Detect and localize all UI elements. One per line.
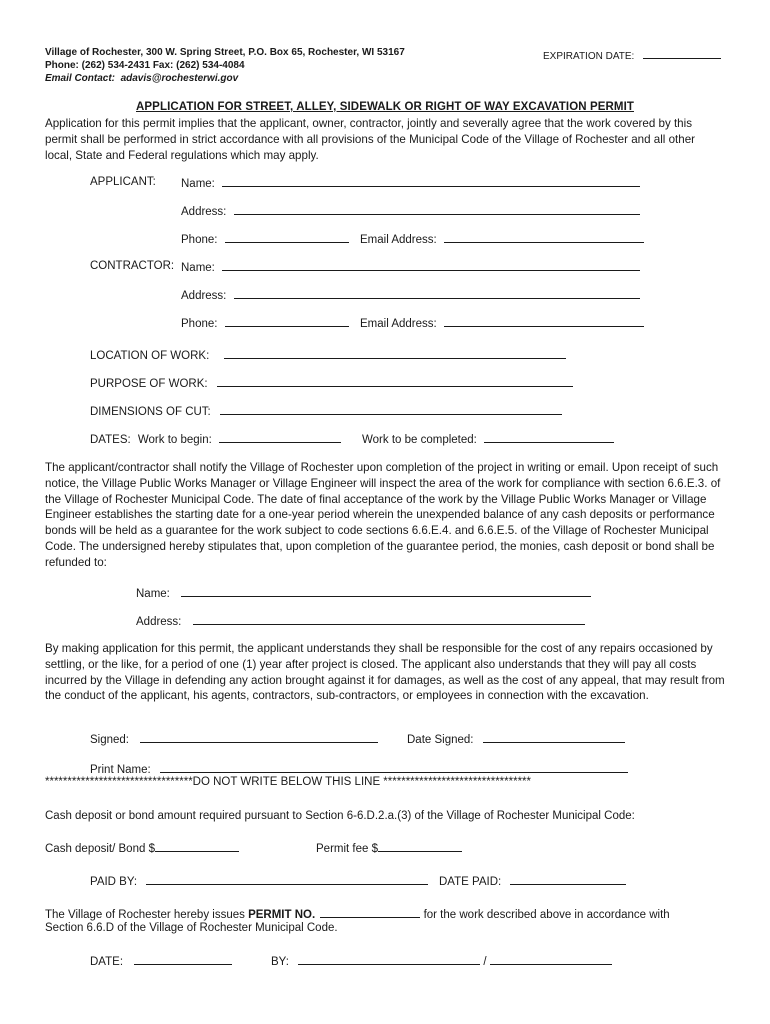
contractor-email-field[interactable] <box>444 316 644 327</box>
contractor-address-label: Address: <box>181 290 227 302</box>
signed-label: Signed: <box>90 734 130 746</box>
email-contact <box>45 72 238 85</box>
dates-label: DATES: <box>90 434 131 446</box>
work-complete-field[interactable] <box>484 432 614 443</box>
signed-field[interactable] <box>140 732 378 743</box>
contractor-email-row <box>360 316 644 330</box>
intro-paragraph: Application for this permit implies that the applicant, owner, contractor, jointly and severally agree that the work covered by this permit shall be performed in strict accordance with all provisions of the Municipal Code of the Village of Rochester and all other local, State and Federal regulations which may apply. <box>45 117 696 162</box>
issue-line-2: Section 6.6.D of the Village of Rochester Municipal Code. <box>45 922 338 934</box>
issued-by-row <box>271 954 612 968</box>
work-begin-label: Work to begin: <box>137 434 212 446</box>
contractor-email-label: Email Address: <box>360 318 437 330</box>
contractor-name-field[interactable] <box>222 260 640 271</box>
date-paid-row <box>439 874 626 888</box>
work-complete-label: Work to be completed: <box>362 434 477 446</box>
purpose-field[interactable] <box>217 376 573 387</box>
applicant-phone-field[interactable] <box>225 232 349 243</box>
applicant-address-label: Address: <box>181 206 227 218</box>
applicant-name-field[interactable] <box>222 176 640 187</box>
expiration-date-field[interactable] <box>643 48 721 59</box>
purpose-row <box>90 376 573 390</box>
applicant-name-label: Name: <box>181 178 215 190</box>
print-name-field[interactable] <box>160 762 628 773</box>
cash-bond-field[interactable] <box>155 841 239 852</box>
refund-address-field[interactable] <box>193 614 585 625</box>
issued-by-second-field[interactable] <box>490 954 612 965</box>
work-begin-field[interactable] <box>219 432 341 443</box>
permit-issue-line <box>45 907 670 921</box>
applicant-email-field[interactable] <box>444 232 644 243</box>
applicant-address-row <box>181 204 640 218</box>
purpose-label: PURPOSE OF WORK: <box>90 378 208 390</box>
date-paid-label: DATE PAID: <box>439 876 502 888</box>
do-not-write-divider: *********************************DO NOT WRITE BELOW THIS LINE ********************************* <box>45 776 531 788</box>
expiration-date-label: EXPIRATION DATE: <box>543 51 635 62</box>
applicant-email-label: Email Address: <box>360 234 437 246</box>
email-address: adavis@rochesterwi.gov <box>120 73 239 84</box>
refund-name-field[interactable] <box>181 586 591 597</box>
applicant-name-row <box>181 176 640 190</box>
paid-by-row <box>90 874 428 888</box>
print-name-label: Print Name: <box>90 764 151 776</box>
applicant-heading: APPLICANT: <box>90 176 156 188</box>
applicant-phone-row <box>181 232 349 246</box>
page-title: APPLICATION FOR STREET, ALLEY, SIDEWALK OR RIGHT OF WAY EXCAVATION PERMIT <box>136 101 634 113</box>
date-signed-label: Date Signed: <box>407 734 474 746</box>
issue-suffix: for the work described above in accordance with <box>420 909 670 921</box>
print-name-row <box>90 762 628 776</box>
contractor-phone-label: Phone: <box>181 318 218 330</box>
village-address: Village of Rochester, 300 W. Spring Street, P.O. Box 65, Rochester, WI 53167 <box>45 47 405 58</box>
date-signed-row <box>407 732 625 746</box>
notify-paragraph: The applicant/contractor shall notify the Village of Rochester upon completion of the project in writing or email. Upon receipt of such notice, the Village Public Works Manager or Village Engineer will inspect the area of the work for compliance with section 6.6.E.3. of the Village of Rochester Municipal Code. The date of final acceptance of the work by the Village Public Works Manager or Village Engineer establishes the starting date for a one-year period wherein the unexpended balance of any cash deposits or performance bonds will be held as a guarantee for the work subject to code sections 6.6.E.4. and 6.6.E.5. of the Village of Rochester Municipal Code. The undersigned hereby stipulates that, upon completion of the guarantee period, the monies, cash deposit or bond shall be refunded to: <box>45 461 721 569</box>
contractor-phone-field[interactable] <box>225 316 349 327</box>
paid-by-field[interactable] <box>146 874 428 885</box>
contractor-address-row <box>181 288 640 302</box>
dates-row <box>90 432 341 446</box>
permit-fee-field[interactable] <box>378 841 462 852</box>
refund-name-label: Name: <box>136 588 170 600</box>
dimensions-label: DIMENSIONS OF CUT: <box>90 406 211 418</box>
cash-bond-label: Cash deposit/ Bond $ <box>45 843 155 855</box>
permit-fee-row <box>316 841 462 855</box>
issued-by-label: BY: <box>271 956 289 968</box>
cash-bond-row <box>45 841 239 855</box>
issue-date-label: DATE: <box>90 956 124 968</box>
refund-address-label: Address: <box>136 616 182 628</box>
refund-address-row <box>136 614 585 628</box>
applicant-phone-label: Phone: <box>181 234 218 246</box>
deposit-requirement-text: Cash deposit or bond amount required pursuant to Section 6-6.D.2.a.(3) of the Village of Rochester Municipal Code: <box>45 810 635 822</box>
phone-fax: Phone: (262) 534-2431 Fax: (262) 534-4084 <box>45 60 245 71</box>
email-contact-label: Email Contact: <box>45 73 116 84</box>
permit-no-field[interactable] <box>320 907 420 918</box>
permit-fee-label: Permit fee $ <box>316 843 378 855</box>
location-row <box>90 348 566 362</box>
contractor-name-row <box>181 260 640 274</box>
location-label: LOCATION OF WORK: <box>90 350 210 362</box>
contractor-address-field[interactable] <box>234 288 640 299</box>
paid-by-label: PAID BY: <box>90 876 138 888</box>
location-field[interactable] <box>224 348 566 359</box>
refund-name-row <box>136 586 591 600</box>
work-complete-row <box>362 432 614 446</box>
contractor-name-label: Name: <box>181 262 215 274</box>
applicant-email-row <box>360 232 644 246</box>
issued-by-field[interactable] <box>298 954 480 965</box>
signed-row <box>90 732 378 746</box>
date-signed-field[interactable] <box>483 732 625 743</box>
expiration-date <box>543 48 721 62</box>
contractor-heading: CONTRACTOR: <box>90 260 175 272</box>
dimensions-row <box>90 404 562 418</box>
date-paid-field[interactable] <box>510 874 626 885</box>
issue-date-row <box>90 954 232 968</box>
issue-date-field[interactable] <box>134 954 232 965</box>
issue-prefix: The Village of Rochester hereby issues <box>45 909 249 921</box>
contractor-phone-row <box>181 316 349 330</box>
issued-by-slash: / <box>483 956 487 968</box>
liability-paragraph: By making application for this permit, the applicant understands they shall be responsible for the cost of any repairs occasioned by settling, or the like, for a period of one (1) year after project is closed. The applicant also understands that they will pay all costs incurred by the Village in defending any action brought against it for damages, as well as the cost of any appeal, that may result from the conduct of the applicant, his agents, contractors, sub-contractors, or employees in connection with the excavation. <box>45 642 725 703</box>
applicant-address-field[interactable] <box>234 204 640 215</box>
permit-no-label: PERMIT NO. <box>248 909 316 921</box>
dimensions-field[interactable] <box>220 404 562 415</box>
